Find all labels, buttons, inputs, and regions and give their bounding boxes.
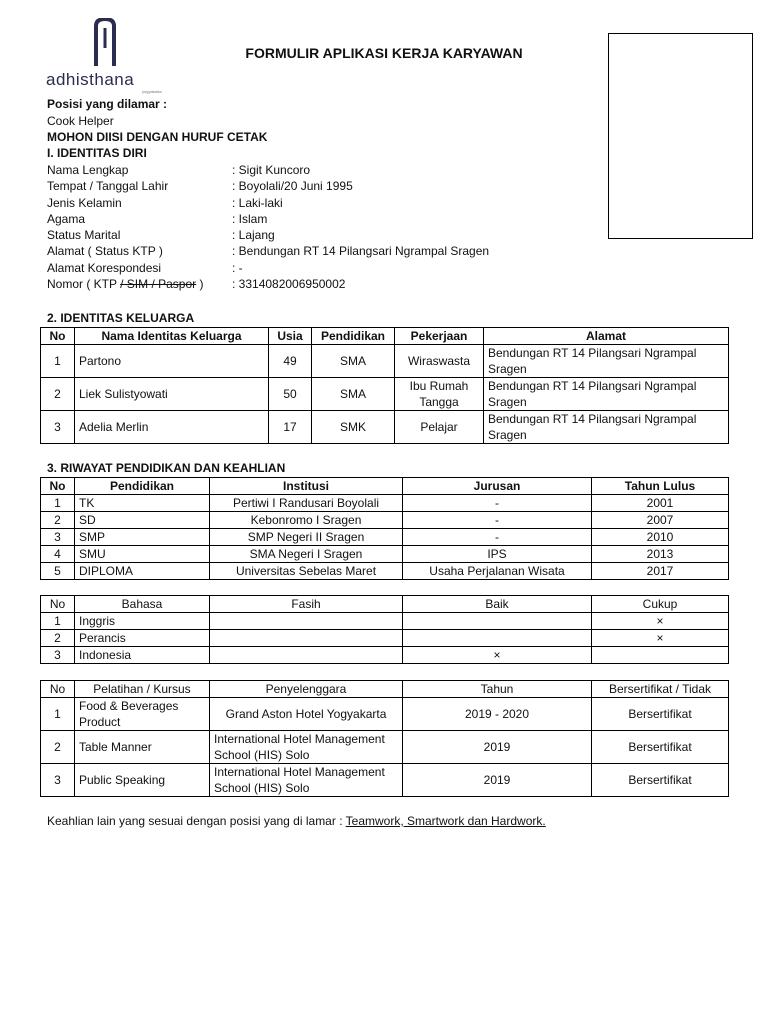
table-cell: 2019 <box>403 731 592 764</box>
table-cell: IPS <box>403 546 592 563</box>
table-cell: SMP Negeri II Sragen <box>210 529 403 546</box>
table-cell: Inggris <box>75 613 210 630</box>
table-cell <box>210 647 403 664</box>
table-cell: TK <box>75 495 210 512</box>
table-cell: Adelia Merlin <box>75 411 269 444</box>
table-cell: Bendungan RT 14 Pilangsari Ngrampal Sragen <box>484 411 729 444</box>
language-table <box>40 595 729 664</box>
table-cell: Perancis <box>75 630 210 647</box>
logo-wordmark: adhisthana <box>46 70 135 89</box>
table-row <box>41 630 729 647</box>
photo-placeholder <box>608 33 753 239</box>
table-cell <box>210 613 403 630</box>
table-cell: 3 <box>41 647 75 664</box>
field-value: : Boyolali/20 Juni 1995 <box>232 179 353 193</box>
table-header-row <box>41 478 729 495</box>
table-cell <box>210 630 403 647</box>
column-header: Jurusan <box>403 478 592 495</box>
table-cell: Wiraswasta <box>395 345 484 378</box>
field-value: : Sigit Kuncoro <box>232 163 311 177</box>
column-header: Usia <box>269 328 312 345</box>
column-header: Pendidikan <box>312 328 395 345</box>
field-label: Agama <box>47 212 86 226</box>
table-cell: 1 <box>41 345 75 378</box>
table-row <box>41 698 729 731</box>
table-cell: Ibu Rumah Tangga <box>395 378 484 411</box>
table-cell: Indonesia <box>75 647 210 664</box>
company-logo <box>46 18 166 98</box>
table-cell: 2 <box>41 512 75 529</box>
table-cell: × <box>592 630 729 647</box>
identity-row-birth <box>47 179 607 195</box>
column-header: No <box>41 328 75 345</box>
education-table <box>40 477 729 580</box>
table-row <box>41 529 729 546</box>
table-cell: 5 <box>41 563 75 580</box>
column-header: Alamat <box>484 328 729 345</box>
column-header: No <box>41 478 75 495</box>
table-cell: 3 <box>41 529 75 546</box>
table-row <box>41 647 729 664</box>
table-cell: Bersertifikat <box>592 764 729 797</box>
field-label: Status Marital <box>47 228 121 242</box>
table-cell: SMU <box>75 546 210 563</box>
other-skills-label: Keahlian lain yang sesuai dengan posisi yang di lamar : <box>47 814 346 828</box>
column-header: Nama Identitas Keluarga <box>75 328 269 345</box>
table-cell: Bersertifikat <box>592 731 729 764</box>
column-header: Penyelenggara <box>210 681 403 698</box>
column-header: Pekerjaan <box>395 328 484 345</box>
table-cell: SD <box>75 512 210 529</box>
form-title: FORMULIR APLIKASI KERJA KARYAWAN <box>245 45 523 61</box>
column-header: Tahun <box>403 681 592 698</box>
table-cell: SMA Negeri I Sragen <box>210 546 403 563</box>
table-cell: SMA <box>312 378 395 411</box>
table-cell <box>403 630 592 647</box>
training-table <box>40 680 729 797</box>
table-cell: Bendungan RT 14 Pilangsari Ngrampal Sragen <box>484 378 729 411</box>
table-cell: Partono <box>75 345 269 378</box>
table-cell: 2013 <box>592 546 729 563</box>
position-label: Posisi yang dilamar : <box>47 97 168 111</box>
table-cell: DIPLOMA <box>75 563 210 580</box>
column-header: No <box>41 681 75 698</box>
table-cell: 1 <box>41 698 75 731</box>
logo-subtext: yogyakarta <box>142 89 162 94</box>
table-cell: Liek Sulistyowati <box>75 378 269 411</box>
column-header: Fasih <box>210 596 403 613</box>
field-label: Nama Lengkap <box>47 163 129 177</box>
logo-mark-icon <box>92 18 118 66</box>
column-header: Bahasa <box>75 596 210 613</box>
table-cell: 3 <box>41 764 75 797</box>
table-cell: 2017 <box>592 563 729 580</box>
identity-row-gender <box>47 196 607 212</box>
table-cell: Bersertifikat <box>592 698 729 731</box>
table-cell <box>403 613 592 630</box>
field-value: : - <box>232 261 243 275</box>
table-cell: 2 <box>41 630 75 647</box>
table-cell: 2010 <box>592 529 729 546</box>
identity-row-religion <box>47 212 607 228</box>
family-heading: 2. IDENTITAS KELUARGA <box>47 311 195 325</box>
table-row <box>41 764 729 797</box>
table-row <box>41 613 729 630</box>
field-value: : Laki-laki <box>232 196 283 210</box>
field-label: Tempat / Tanggal Lahir <box>47 179 169 193</box>
table-row <box>41 546 729 563</box>
column-header: Institusi <box>210 478 403 495</box>
table-cell: × <box>592 613 729 630</box>
table-cell: SMA <box>312 345 395 378</box>
field-value: : Lajang <box>232 228 275 242</box>
table-cell: SMK <box>312 411 395 444</box>
table-cell: Kebonromo I Sragen <box>210 512 403 529</box>
table-cell: International Hotel Management School (HIS) Solo <box>210 764 403 797</box>
table-cell: - <box>403 495 592 512</box>
column-header: Cukup <box>592 596 729 613</box>
table-cell: 1 <box>41 495 75 512</box>
table-cell: Universitas Sebelas Maret <box>210 563 403 580</box>
table-cell <box>592 647 729 664</box>
field-value: : 3314082006950002 <box>232 277 346 291</box>
column-header: Pelatihan / Kursus <box>75 681 210 698</box>
identity-row-correspondence <box>47 261 607 277</box>
table-cell: - <box>403 512 592 529</box>
table-header-row <box>41 596 729 613</box>
identity-row-marital <box>47 228 607 244</box>
table-cell: 2007 <box>592 512 729 529</box>
field-value: : Bendungan RT 14 Pilangsari Ngrampal Sragen <box>232 244 490 258</box>
table-cell: 4 <box>41 546 75 563</box>
table-cell: 1 <box>41 613 75 630</box>
table-cell: Pertiwi I Randusari Boyolali <box>210 495 403 512</box>
field-label <box>47 277 204 291</box>
table-cell: Public Speaking <box>75 764 210 797</box>
table-row <box>41 411 729 444</box>
identity-row-id-number <box>47 277 607 293</box>
column-header: Baik <box>403 596 592 613</box>
table-header-row <box>41 681 729 698</box>
field-value: : Islam <box>232 212 268 226</box>
table-row <box>41 378 729 411</box>
identity-heading: I. IDENTITAS DIRI <box>47 146 147 160</box>
column-header: Bersertifikat / Tidak <box>592 681 729 698</box>
family-table <box>40 327 729 444</box>
id-label-suffix: ) <box>196 277 204 291</box>
table-cell: Table Manner <box>75 731 210 764</box>
other-skills <box>47 814 546 828</box>
table-cell: Food & Beverages Product <box>75 698 210 731</box>
table-cell: Bendungan RT 14 Pilangsari Ngrampal Sragen <box>484 345 729 378</box>
table-cell: Grand Aston Hotel Yogyakarta <box>210 698 403 731</box>
table-row <box>41 563 729 580</box>
table-row <box>41 345 729 378</box>
column-header: Pendidikan <box>75 478 210 495</box>
table-cell: Usaha Perjalanan Wisata <box>403 563 592 580</box>
position-value: Cook Helper <box>47 114 114 128</box>
table-cell: 50 <box>269 378 312 411</box>
identity-row-name <box>47 163 607 179</box>
table-header-row <box>41 328 729 345</box>
table-cell: International Hotel Management School (HIS) Solo <box>210 731 403 764</box>
education-heading: 3. RIWAYAT PENDIDIKAN DAN KEAHLIAN <box>47 461 286 475</box>
identity-row-address <box>47 244 607 260</box>
field-label: Alamat ( Status KTP ) <box>47 244 163 258</box>
table-cell: - <box>403 529 592 546</box>
id-label-struck: / SIM / Paspor <box>120 277 197 291</box>
table-row <box>41 731 729 764</box>
table-cell: 2019 <box>403 764 592 797</box>
table-cell: 2 <box>41 378 75 411</box>
field-label: Jenis Kelamin <box>47 196 122 210</box>
table-cell: Pelajar <box>395 411 484 444</box>
column-header: Tahun Lulus <box>592 478 729 495</box>
table-row <box>41 512 729 529</box>
id-label-prefix: Nomor ( KTP <box>47 277 121 291</box>
instruction-text: MOHON DIISI DENGAN HURUF CETAK <box>47 130 268 144</box>
table-cell: 2 <box>41 731 75 764</box>
table-cell: SMP <box>75 529 210 546</box>
table-cell: 49 <box>269 345 312 378</box>
other-skills-value: Teamwork, Smartwork dan Hardwork. <box>345 814 546 828</box>
table-cell: 2019 - 2020 <box>403 698 592 731</box>
table-cell: × <box>403 647 592 664</box>
table-cell: 17 <box>269 411 312 444</box>
table-cell: 2001 <box>592 495 729 512</box>
table-row <box>41 495 729 512</box>
table-cell: 3 <box>41 411 75 444</box>
field-label: Alamat Korespondesi <box>47 261 162 275</box>
column-header: No <box>41 596 75 613</box>
